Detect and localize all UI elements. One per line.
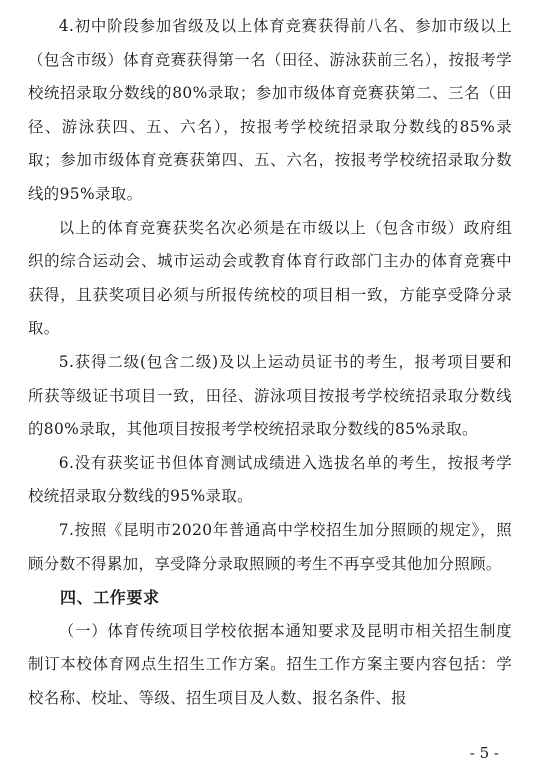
paragraph-item-5: 5.获得二级(包含二级)及以上运动员证书的考生，报考项目要和所获等级证书项目一致，田径、游泳项目按报考学校统招录取分数线的80%录取，其他项目按报考学校统招录取分数线的85%录取。	[28, 352, 512, 439]
paragraph-award-requirement: 以上的体育竞赛获奖名次必须是在市级以上（包含市级）政府组织的综合运动会、城市运动会或教育体育行政部门主办的体育竞赛中获得，且获奖项目必须与所报传统校的项目相一致，方能享受降分录取。	[28, 218, 512, 338]
section-paragraph-1: （一）体育传统项目学校依据本通知要求及昆明市相关招生制度制订本校体育网点生招生工作方案。招生工作方案主要内容包括：学校名称、校址、等级、招生项目及人数、报名条件、报	[28, 621, 512, 707]
paragraph-item-6: 6.没有获奖证书但体育测试成绩进入选拔名单的考生，按报考学校统招录取分数线的95%录取。	[28, 453, 512, 506]
document-body	[28, 10, 512, 715]
section-heading: 四、工作要求	[60, 588, 160, 608]
paragraph-item-7: 7.按照《昆明市2020年普通高中学校招生加分照顾的规定》，照顾分数不得累加，享受降分录取照顾的考生不再享受其他加分照顾。	[28, 520, 512, 573]
page-number: - 5 -	[469, 744, 499, 762]
paragraph-item-4: 4.初中阶段参加省级及以上体育竞赛获得前八名、参加市级以上（包含市级）体育竞赛获得第一名（田径、游泳获前三名），按报考学校统招录取分数线的80%录取；参加市级体育竞赛获第二、三名（田径、游泳获四、五、六名），按报考学校统招录取分数线的85%录取；参加市级体育竞赛获第四、五、六名，按报考学校统招录取分数线的95%录取。	[28, 17, 512, 203]
